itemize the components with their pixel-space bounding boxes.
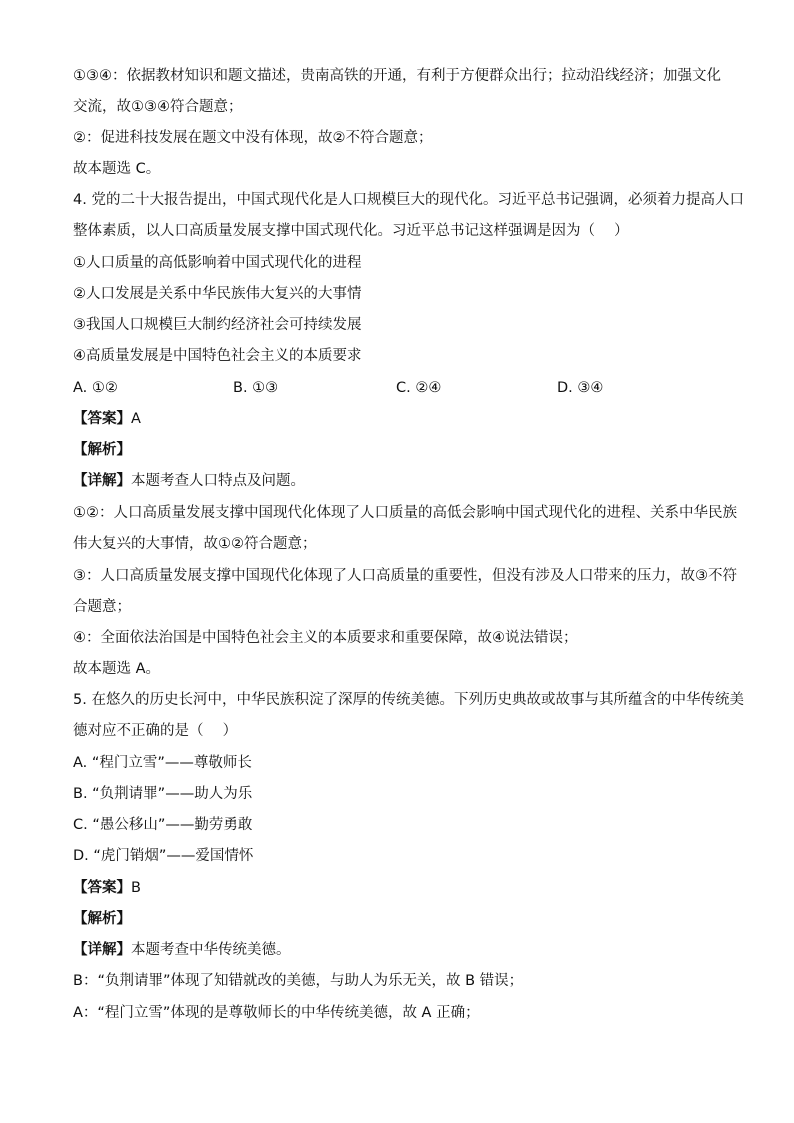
q5-detail-label: 【详解】 <box>73 942 131 958</box>
q5-option-c: C. “愚公移山”——勤劳勇敢 <box>73 817 253 833</box>
q4-statement-4: ④高质量发展是中国特色社会主义的本质要求 <box>73 348 362 364</box>
q5-detail <box>73 940 733 960</box>
q4-conclusion: 故本题选 A。 <box>73 661 161 677</box>
q4-explanation-line-4: 合题意； <box>73 599 131 615</box>
q4-analysis-label-text: 【解析】 <box>73 442 131 458</box>
q5-answer-label: 【答案】 <box>73 880 131 896</box>
q4-explanation-line-1: ①②：人口高质量发展支撑中国现代化体现了人口质量的高低会影响中国式现代化的进程、关系中华民族 <box>73 505 737 521</box>
q4-explanation-line-2: 伟大复兴的大事情，故①②符合题意； <box>73 536 317 552</box>
q5-analysis-label <box>73 909 733 929</box>
q5-detail-text: 本题考查中华传统美德。 <box>131 942 291 958</box>
q4-detail-text: 本题考查人口特点及问题。 <box>131 473 305 489</box>
q4-answer <box>73 409 733 429</box>
q4-detail-label: 【详解】 <box>73 473 131 489</box>
q4-detail <box>73 471 733 491</box>
q5-stem-line-2: 德对应不正确的是（ ） <box>73 723 238 739</box>
q5-explanation-line-2: A：“程门立雪”体现的是尊敬师长的中华传统美德，故 A 正确； <box>73 1005 480 1021</box>
q5-explanation-line-1: B：“负荆请罪”体现了知错就改的美德，与助人为乐无关，故 B 错误； <box>73 973 524 989</box>
q4-explanation-line-5: ④：全面依法治国是中国特色社会主义的本质要求和重要保障，故④说法错误； <box>73 630 578 646</box>
q5-analysis-label-text: 【解析】 <box>73 911 131 927</box>
q5-option-b: B. “负荆请罪”——助人为乐 <box>73 786 253 802</box>
q5-answer-value: B <box>131 880 141 896</box>
q4-stem-line-1: 4. 党的二十大报告提出，中国式现代化是人口规模巨大的现代化。习近平总书记强调，必须着力提高人口 <box>73 192 744 208</box>
prev-explanation-line-3: ②：促进科技发展在题文中没有体现，故②不符合题意； <box>73 130 433 146</box>
q4-option-d: D. ③④ <box>557 380 604 396</box>
q4-answer-value: A <box>131 411 141 427</box>
q4-stem-line-2: 整体素质，以人口高质量发展支撑中国式现代化。习近平总书记这样强调是因为（ ） <box>73 223 629 239</box>
q4-statement-3: ③我国人口规模巨大制约经济社会可持续发展 <box>73 317 362 333</box>
q4-statement-2: ②人口发展是关系中华民族伟大复兴的大事情 <box>73 286 362 302</box>
q4-explanation-line-3: ③：人口高质量发展支撑中国现代化体现了人口高质量的重要性，但没有涉及人口带来的压力，故③不符 <box>73 568 737 584</box>
prev-conclusion: 故本题选 C。 <box>73 161 161 177</box>
prev-explanation-line-1: ①③④：依据教材知识和题文描述，贵南高铁的开通，有利于方便群众出行；拉动沿线经济；加强文化 <box>73 68 721 84</box>
q4-analysis-label <box>73 440 733 460</box>
q5-option-d: D. “虎门销烟”——爱国情怀 <box>73 848 254 864</box>
q4-option-c: C. ②④ <box>396 380 442 396</box>
q5-answer <box>73 878 733 898</box>
q5-stem-line-1: 5. 在悠久的历史长河中，中华民族积淀了深厚的传统美德。下列历史典故或故事与其所蕴含的中华传统美 <box>73 692 744 708</box>
q5-option-a: A. “程门立雪”——尊敬师长 <box>73 755 252 771</box>
q4-option-a: A. ①② <box>73 380 118 396</box>
q4-option-b: B. ①③ <box>233 380 279 396</box>
q4-answer-label: 【答案】 <box>73 411 131 427</box>
q4-statement-1: ①人口质量的高低影响着中国式现代化的进程 <box>73 255 362 271</box>
prev-explanation-line-2: 交流，故①③④符合题意； <box>73 99 243 115</box>
